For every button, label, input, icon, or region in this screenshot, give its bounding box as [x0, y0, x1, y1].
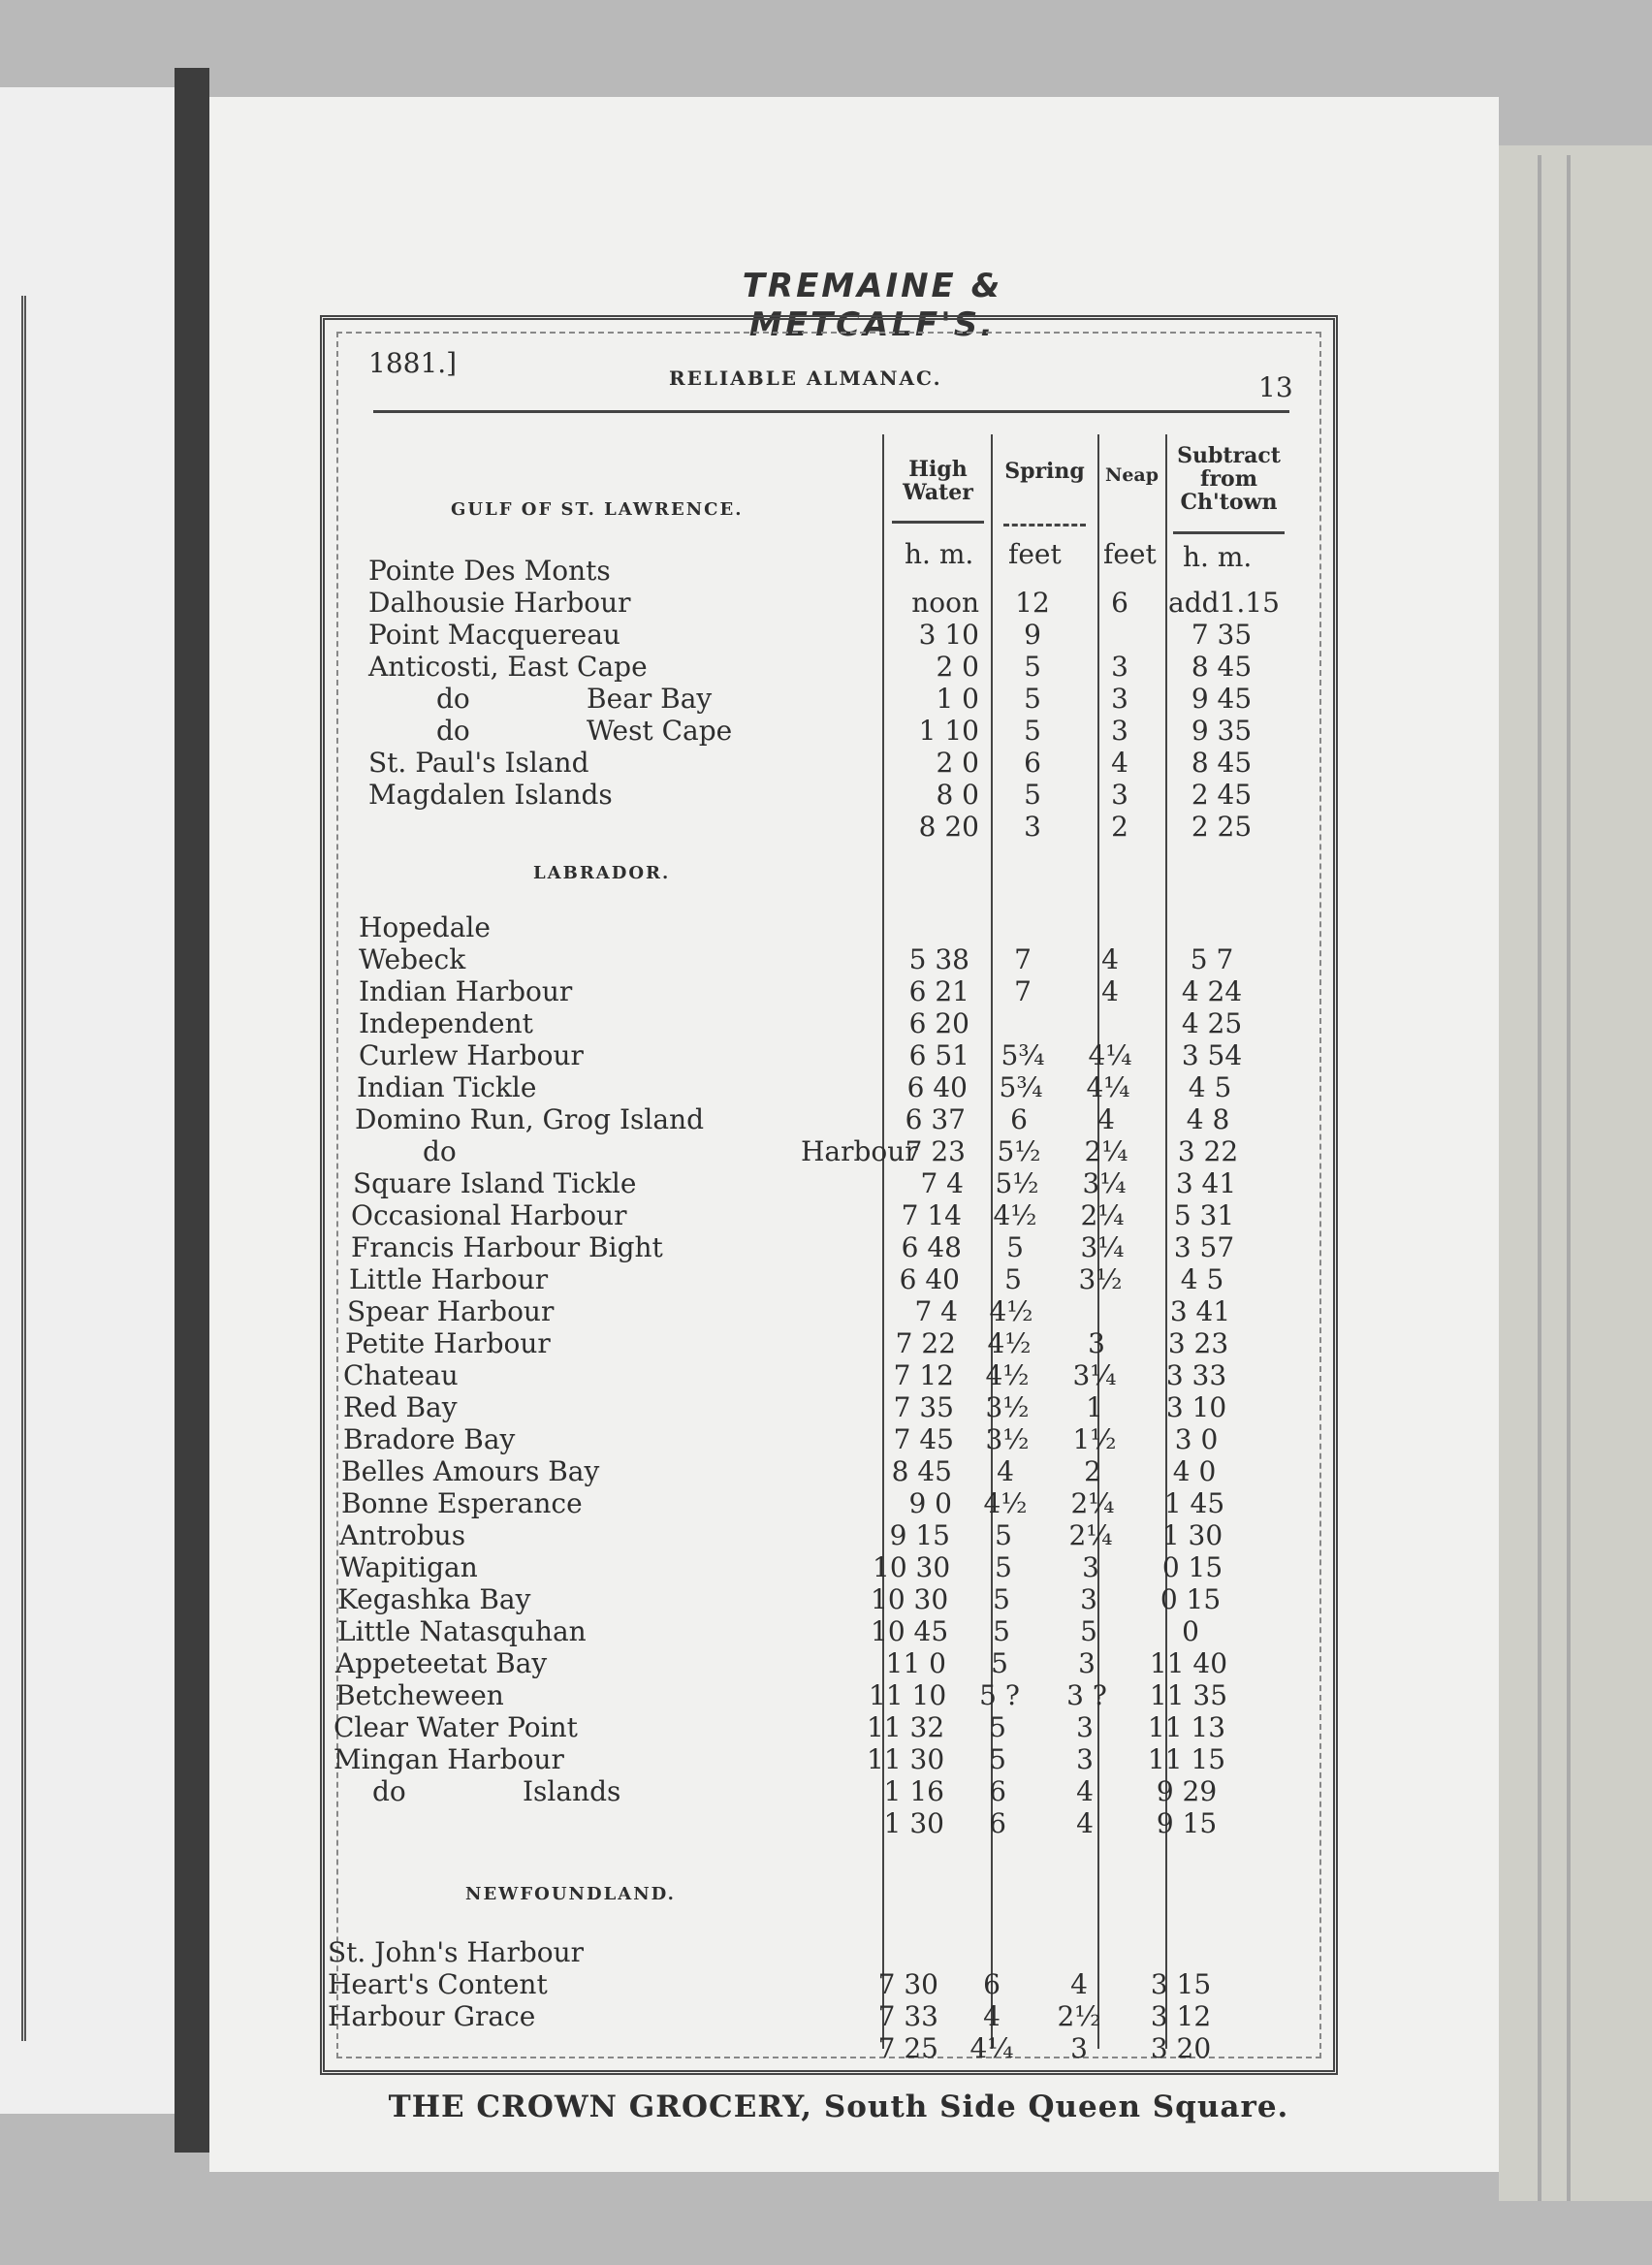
high-water-cell: 7 22 [895, 1327, 956, 1359]
neap-cell: 3 ? [1066, 1679, 1107, 1711]
spring-cell: 4 [997, 1455, 1014, 1487]
spring-cell: 4 [983, 2000, 1001, 2032]
ditto-mark: do [423, 1135, 457, 1167]
spring-cell: 5 [993, 1615, 1010, 1647]
high-water-cell: 7 4 [914, 1295, 958, 1327]
spring-cell: 6 [989, 1775, 1006, 1807]
place-name: Curlew Harbour [359, 1039, 584, 1071]
high-water-cell: 1 16 [883, 1775, 944, 1807]
neap-cell: 1 [1086, 1391, 1103, 1423]
high-water-cell: 5 38 [908, 943, 969, 975]
spring-cell: 4¼ [969, 2032, 1014, 2064]
neap-cell: 3 [1076, 1743, 1094, 1775]
high-water-cell: 10 30 [873, 1551, 951, 1583]
neap-cell: 3¼ [1082, 1167, 1127, 1199]
neap-cell: 3 [1111, 715, 1128, 747]
place-suffix: West Cape [587, 715, 733, 747]
neap-cell: 2½ [1057, 2000, 1101, 2032]
place-name [372, 1775, 621, 1807]
page-edge-stripe [1567, 155, 1571, 2201]
place-name [436, 683, 713, 715]
subtract-cell: 4 5 [1180, 1263, 1224, 1295]
neap-cell: 3 [1082, 1551, 1099, 1583]
units-rule [1173, 531, 1285, 534]
subtract-cell: 1 30 [1161, 1519, 1223, 1551]
high-water-cell: 6 48 [901, 1231, 962, 1263]
spring-cell: 5 ? [979, 1679, 1020, 1711]
spring-cell: 5 [995, 1551, 1012, 1583]
neap-cell: 1½ [1072, 1423, 1117, 1455]
units-neap: feet [1103, 538, 1157, 570]
page-edge-stripe [1538, 155, 1541, 2201]
neap-cell: 3 [1111, 779, 1128, 811]
spring-cell: 4½ [987, 1327, 1032, 1359]
place-name: Indian Harbour [359, 975, 573, 1007]
subtract-cell: 2 25 [1191, 811, 1253, 843]
place-name: Square Island Tickle [353, 1167, 637, 1199]
place-name: Francis Harbour Bight [351, 1231, 663, 1263]
units-spring: feet [1008, 538, 1062, 570]
place-name: Red Bay [343, 1391, 458, 1423]
high-water-cell: noon [911, 587, 979, 619]
high-water-cell: 6 21 [908, 975, 969, 1007]
subtract-cell: 3 20 [1150, 2032, 1212, 2064]
units-rule [892, 521, 984, 524]
high-water-cell: 10 45 [871, 1615, 949, 1647]
spring-cell: 5 [993, 1583, 1010, 1615]
place-name: Point Macquereau [368, 619, 620, 651]
place-name: Indian Tickle [357, 1071, 537, 1103]
place-name: Chateau [343, 1359, 459, 1391]
book-gutter [175, 68, 209, 2153]
place-name: Kegashka Bay [337, 1583, 531, 1615]
footer-advertisement: THE CROWN GROCERY, South Side Queen Square. [388, 2090, 1289, 2124]
column-head-subtract: Subtract from Ch'town [1177, 443, 1281, 515]
place-name: Mingan Harbour [334, 1743, 564, 1775]
spring-cell: 4½ [985, 1359, 1030, 1391]
high-water-cell: 11 0 [885, 1647, 946, 1679]
place-name [423, 1135, 918, 1167]
neap-cell: 3 [1111, 683, 1128, 715]
neap-cell: 2¼ [1084, 1135, 1128, 1167]
subtract-cell: 9 29 [1156, 1775, 1218, 1807]
subtract-cell: 4 5 [1188, 1071, 1232, 1103]
place-suffix: Harbour [801, 1135, 918, 1167]
spring-cell: 5 [989, 1711, 1006, 1743]
subtract-cell: 9 15 [1156, 1807, 1218, 1839]
subtract-cell: 5 31 [1173, 1199, 1235, 1231]
spring-cell: 6 [1010, 1103, 1028, 1135]
high-water-cell: 8 20 [918, 811, 979, 843]
subtract-cell: 11 35 [1149, 1679, 1228, 1711]
ditto-mark: do [436, 715, 470, 747]
subtract-cell: 7 35 [1191, 619, 1253, 651]
neap-cell: 3 [1080, 1583, 1097, 1615]
ditto-mark: do [436, 683, 470, 715]
neap-cell: 2 [1084, 1455, 1101, 1487]
subtract-cell: 3 33 [1165, 1359, 1227, 1391]
subtract-cell: 0 15 [1160, 1583, 1222, 1615]
spring-cell: 6 [1024, 747, 1041, 779]
subtract-cell: 4 24 [1181, 975, 1243, 1007]
spring-cell: 5 [991, 1647, 1008, 1679]
high-water-cell: 7 23 [905, 1135, 966, 1167]
high-water-cell: 7 25 [877, 2032, 938, 2064]
high-water-cell: 8 0 [936, 779, 979, 811]
place-name: Belles Amours Bay [341, 1455, 600, 1487]
neap-cell: 4 [1111, 747, 1128, 779]
neap-cell: 4 [1076, 1775, 1094, 1807]
neap-cell: 3 [1070, 2032, 1088, 2064]
spring-cell: 12 [1015, 587, 1050, 619]
subtract-cell: 3 54 [1181, 1039, 1243, 1071]
subtract-cell: 4 25 [1181, 1007, 1243, 1039]
neap-cell: 3 [1111, 651, 1128, 683]
spring-cell: 5½ [995, 1167, 1039, 1199]
place-name: Little Natasquhan [337, 1615, 587, 1647]
high-water-cell: 6 51 [908, 1039, 969, 1071]
place-name: Independent [359, 1007, 533, 1039]
high-water-cell: 11 30 [867, 1743, 945, 1775]
high-water-cell: 3 10 [918, 619, 979, 651]
spring-cell: 5½ [997, 1135, 1041, 1167]
neap-cell: 4 [1070, 1968, 1088, 2000]
place-name: Dalhousie Harbour [368, 587, 631, 619]
spring-cell: 5 [1024, 683, 1041, 715]
spring-cell: 4½ [993, 1199, 1037, 1231]
place-suffix: Bear Bay [587, 683, 713, 715]
place-name: Appeteetat Bay [335, 1647, 548, 1679]
subtract-cell: 8 45 [1191, 747, 1253, 779]
high-water-cell: 7 33 [877, 2000, 938, 2032]
spring-cell: 5 [989, 1743, 1006, 1775]
subtract-cell: 4 8 [1186, 1103, 1230, 1135]
subtract-cell: 4 0 [1172, 1455, 1217, 1487]
neap-cell: 5 [1080, 1615, 1097, 1647]
place-name: Bonne Esperance [341, 1487, 583, 1519]
column-head-high-water: High Water [903, 457, 973, 505]
spring-cell: 3 [1024, 811, 1041, 843]
neap-cell: 3 [1078, 1647, 1096, 1679]
place-name: Petite Harbour [345, 1327, 551, 1359]
spring-cell: 5¾ [1001, 1039, 1045, 1071]
place-name: Bradore Bay [343, 1423, 516, 1455]
subtract-cell: 3 57 [1173, 1231, 1235, 1263]
place-suffix: Islands [523, 1775, 621, 1807]
section-head-gulf: GULF OF ST. LAWRENCE. [451, 499, 744, 520]
high-water-cell: 7 30 [877, 1968, 938, 2000]
neap-cell: 2 [1111, 811, 1128, 843]
spring-cell: 5 [1024, 715, 1041, 747]
spring-cell: 4½ [989, 1295, 1033, 1327]
place-name: Betcheween [335, 1679, 504, 1711]
subtract-cell: 11 15 [1147, 1743, 1226, 1775]
neap-cell: 6 [1111, 587, 1128, 619]
subtract-cell: 3 22 [1177, 1135, 1239, 1167]
section-head-newfoundland: NEWFOUNDLAND. [465, 1884, 676, 1904]
spring-cell: 3½ [985, 1423, 1030, 1455]
subtract-cell: 3 0 [1174, 1423, 1219, 1455]
place-name: Harbour Grace [328, 2000, 536, 2032]
spring-cell: 5 [1024, 651, 1041, 683]
spring-cell: 6 [989, 1807, 1006, 1839]
high-water-cell: 2 0 [936, 651, 979, 683]
neap-cell: 2¼ [1068, 1519, 1113, 1551]
place-name: Clear Water Point [334, 1711, 578, 1743]
spring-cell: 5¾ [999, 1071, 1043, 1103]
high-water-cell: 6 40 [899, 1263, 960, 1295]
neap-cell: 4¼ [1086, 1071, 1130, 1103]
place-name: St. John's Harbour [328, 1936, 585, 1968]
units-rule [1003, 524, 1086, 526]
neap-cell: 3 [1088, 1327, 1105, 1359]
subtract-cell: 5 7 [1190, 943, 1234, 975]
place-name: Antrobus [339, 1519, 466, 1551]
neap-cell: 4¼ [1088, 1039, 1132, 1071]
subtract-cell: 3 23 [1167, 1327, 1229, 1359]
subtract-cell: 8 45 [1191, 651, 1253, 683]
spring-cell: 7 [1014, 943, 1032, 975]
subtract-cell: 3 41 [1175, 1167, 1237, 1199]
left-page [0, 87, 175, 2114]
spring-cell: 3½ [985, 1391, 1030, 1423]
neap-cell: 4 [1076, 1807, 1094, 1839]
place-name: St. Paul's Island [368, 747, 589, 779]
neap-cell: 4 [1097, 1103, 1115, 1135]
units-high-water: h. m. [905, 538, 974, 570]
neap-cell: 3¼ [1080, 1231, 1125, 1263]
place-name: Magdalen Islands [368, 779, 613, 811]
high-water-cell: 6 40 [906, 1071, 968, 1103]
high-water-cell: 1 30 [883, 1807, 944, 1839]
place-name: Occasional Harbour [351, 1199, 627, 1231]
subtract-cell: add1.15 [1168, 587, 1280, 619]
column-head-neap: Neap [1104, 464, 1160, 486]
units-subtract: h. m. [1183, 541, 1253, 573]
neap-cell: 4 [1101, 943, 1119, 975]
spring-cell: 4½ [983, 1487, 1028, 1519]
high-water-cell: 2 0 [936, 747, 979, 779]
high-water-cell: 1 10 [918, 715, 979, 747]
high-water-cell: 7 45 [893, 1423, 954, 1455]
header-rule [373, 410, 1289, 413]
place-name: Spear Harbour [347, 1295, 555, 1327]
column-head-spring: Spring [1004, 459, 1085, 484]
header-page-number: 13 [1258, 371, 1293, 403]
ditto-mark: do [372, 1775, 406, 1807]
spring-cell: 6 [983, 1968, 1001, 2000]
subtract-cell: 9 45 [1191, 683, 1253, 715]
place-name: Heart's Content [328, 1968, 548, 2000]
spring-cell: 7 [1014, 975, 1032, 1007]
subtract-cell: 3 41 [1169, 1295, 1231, 1327]
high-water-cell: 1 0 [936, 683, 979, 715]
high-water-cell: 6 20 [908, 1007, 969, 1039]
high-water-cell: 11 10 [869, 1679, 947, 1711]
subtract-cell: 0 15 [1161, 1551, 1223, 1583]
high-water-cell: 6 37 [905, 1103, 966, 1135]
subtract-cell: 2 45 [1191, 779, 1253, 811]
high-water-cell: 11 32 [867, 1711, 945, 1743]
header-title: RELIABLE ALMANAC. [669, 367, 942, 390]
running-head: TREMAINE & METCALF'S. [742, 267, 1003, 344]
subtract-cell: 3 10 [1165, 1391, 1227, 1423]
neap-cell: 4 [1101, 975, 1119, 1007]
header-year: 1881.] [368, 347, 458, 379]
place-name: Webeck [359, 943, 466, 975]
place-name: Anticosti, East Cape [368, 651, 648, 683]
neap-cell: 3 [1076, 1711, 1094, 1743]
neap-cell: 3¼ [1072, 1359, 1117, 1391]
section-head-labrador: LABRADOR. [533, 863, 671, 883]
spring-cell: 5 [1004, 1263, 1022, 1295]
high-water-cell: 7 14 [901, 1199, 962, 1231]
subtract-cell: 0 [1182, 1615, 1199, 1647]
high-water-cell: 7 4 [920, 1167, 964, 1199]
subtract-cell: 3 15 [1150, 1968, 1212, 2000]
place-name: Hopedale [359, 911, 491, 943]
spring-cell: 5 [1006, 1231, 1024, 1263]
place-name: Pointe Des Monts [368, 555, 611, 587]
place-name: Domino Run, Grog Island [355, 1103, 705, 1135]
place-name [436, 715, 733, 747]
subtract-cell: 11 13 [1147, 1711, 1226, 1743]
high-water-cell: 10 30 [871, 1583, 949, 1615]
spring-cell: 5 [995, 1519, 1012, 1551]
subtract-cell: 1 45 [1163, 1487, 1225, 1519]
high-water-cell: 7 35 [893, 1391, 954, 1423]
page-edge [1499, 145, 1652, 2201]
neap-cell: 2¼ [1070, 1487, 1115, 1519]
high-water-cell: 9 0 [908, 1487, 952, 1519]
place-name: Little Harbour [349, 1263, 549, 1295]
neap-cell: 3½ [1078, 1263, 1123, 1295]
subtract-cell: 9 35 [1191, 715, 1253, 747]
high-water-cell: 8 45 [891, 1455, 952, 1487]
subtract-cell: 3 12 [1150, 2000, 1212, 2032]
place-name: Wapitigan [339, 1551, 478, 1583]
spring-cell: 9 [1024, 619, 1041, 651]
high-water-cell: 9 15 [889, 1519, 950, 1551]
subtract-cell: 11 40 [1149, 1647, 1228, 1679]
left-page-border [0, 296, 26, 2041]
spring-cell: 5 [1024, 779, 1041, 811]
high-water-cell: 7 12 [893, 1359, 954, 1391]
neap-cell: 2¼ [1080, 1199, 1125, 1231]
